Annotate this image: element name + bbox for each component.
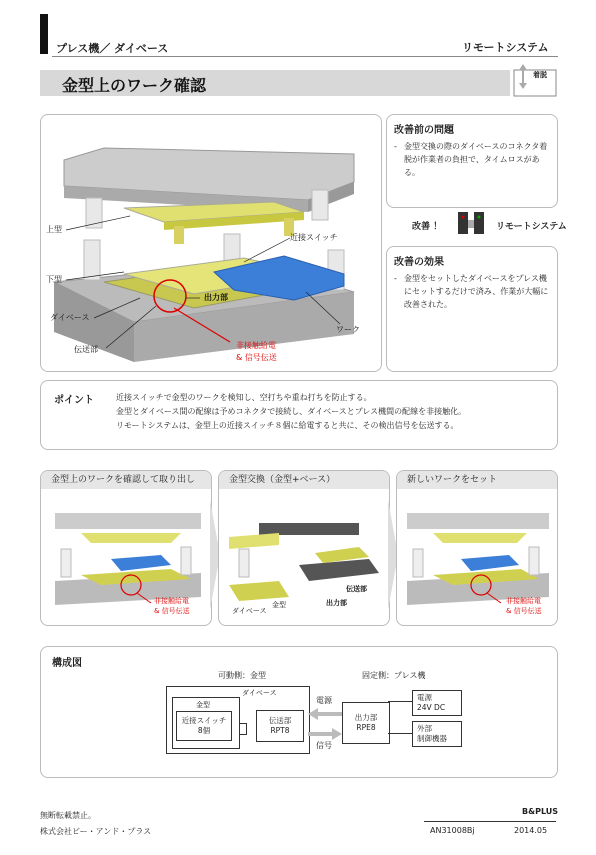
output-box bbox=[342, 702, 390, 744]
header-category: プレス機／ ダイベース bbox=[56, 42, 169, 55]
step3-red-1: 非接触給電 bbox=[506, 597, 541, 605]
step-title-3: 新しいワークをセット bbox=[397, 471, 557, 489]
before-item bbox=[394, 140, 552, 179]
out-line-1: 出力部 bbox=[354, 713, 378, 722]
footer-company: 株式会社ビー・アンド・プラス bbox=[40, 827, 152, 836]
bullet: - bbox=[394, 142, 397, 151]
external-controller-box bbox=[412, 721, 462, 747]
badge-label: 着脱 bbox=[533, 71, 547, 79]
footer-date: 2014.05 bbox=[514, 826, 548, 835]
label-output: 出力部 bbox=[204, 293, 228, 302]
label-upper-die: 上型 bbox=[46, 225, 62, 234]
die-base-label: ダイベース bbox=[242, 689, 277, 697]
header-system: リモートシステム bbox=[462, 41, 549, 54]
header-rule bbox=[52, 56, 558, 57]
label-proximity-switch: 近接スイッチ bbox=[290, 233, 338, 242]
switch-line-1: 近接スイッチ bbox=[181, 716, 227, 725]
after-item bbox=[394, 272, 552, 311]
step-panel-2 bbox=[218, 470, 390, 626]
psu-box bbox=[412, 690, 462, 716]
psu-line-2: 24V DC bbox=[417, 703, 446, 712]
page-title: 金型上のワーク確認 bbox=[62, 76, 207, 95]
die-label: 金型 bbox=[196, 701, 210, 709]
point-line-1: 近接スイッチで金型のワークを検知し、空打ちや重ね打ちを防止する。 bbox=[116, 393, 372, 402]
config-fixed: 固定側：プレス機 bbox=[362, 671, 426, 680]
point-line-2: 金型とダイベース間の配線は予めコネクタで接続し、ダイベースとプレス機間の配線を非接触化。 bbox=[116, 407, 467, 416]
config-movable: 可動側：金型 bbox=[218, 671, 266, 680]
step2-transmitter: 伝送部 bbox=[346, 585, 367, 593]
label-noncontact-1: 非接触給電 bbox=[236, 341, 276, 350]
step-title-1: 金型上のワークを確認して取り出し bbox=[41, 471, 211, 489]
label-transmitter: 伝送部 bbox=[74, 345, 98, 354]
label-die-base: ダイベース bbox=[50, 313, 90, 322]
remote-system-label: リモートシステム bbox=[496, 222, 567, 232]
step-title-2: 金型交換（金型+ベース） bbox=[219, 471, 389, 489]
point-label: ポイント bbox=[54, 395, 94, 406]
brand-logo: B&PLUS bbox=[522, 807, 559, 816]
before-item-text: 金型交換の際のダイベースのコネクタ着脱が作業者の負担で、タイムロスがある。 bbox=[404, 142, 548, 177]
step1-red-2: & 信号伝送 bbox=[154, 607, 190, 615]
label-lower-die: 下型 bbox=[46, 275, 62, 284]
step-illustration-2 bbox=[219, 489, 389, 625]
improve-label: 改善 ！ bbox=[412, 222, 443, 232]
point-line-3: リモートシステムは、金型上の近接スイッチ８個に給電すると共に、その検出信号を伝送する。 bbox=[116, 421, 459, 430]
out-line-2: RPE8 bbox=[356, 723, 376, 732]
footer-rule bbox=[424, 821, 556, 822]
step2-die-base: ダイベース bbox=[232, 607, 267, 615]
transmitter-box bbox=[256, 710, 304, 742]
step2-die: 金型 bbox=[272, 601, 286, 609]
attach-detach-icon bbox=[513, 61, 557, 99]
footer-doc: AN31008Bj bbox=[430, 826, 475, 835]
step3-red-2: & 信号伝送 bbox=[506, 607, 542, 615]
signal-label: 信号 bbox=[316, 741, 332, 750]
ext-line-1: 外部 bbox=[417, 724, 432, 733]
before-heading: 改善前の問題 bbox=[394, 125, 454, 136]
remote-unit-icon bbox=[454, 208, 488, 238]
label-work: ワーク bbox=[336, 325, 360, 334]
footer-notice: 無断転載禁止。 bbox=[40, 811, 96, 820]
wire-ext bbox=[388, 733, 412, 734]
connector-icon bbox=[239, 723, 247, 735]
psu-line-1: 電源 bbox=[417, 693, 432, 702]
power-label: 電源 bbox=[316, 696, 332, 705]
config-heading: 構成図 bbox=[52, 658, 82, 669]
press-die-illustration bbox=[44, 122, 378, 366]
ext-line-2: 制御機器 bbox=[417, 734, 447, 743]
proximity-switch-box bbox=[176, 711, 232, 741]
step2-output: 出力部 bbox=[326, 599, 347, 607]
trans-line-1: 伝送部 bbox=[268, 716, 292, 725]
label-noncontact-2: & 信号伝送 bbox=[236, 353, 277, 362]
switch-line-2: 8個 bbox=[197, 726, 211, 735]
after-heading: 改善の効果 bbox=[394, 257, 444, 268]
wire-psu bbox=[388, 701, 412, 702]
after-item-text: 金型をセットしたダイベースをプレス機にセットするだけで済み、作業が大幅に改善された。 bbox=[404, 274, 549, 309]
trans-line-2: RPT8 bbox=[270, 726, 290, 735]
step1-red-1: 非接触給電 bbox=[154, 597, 189, 605]
header-bar bbox=[40, 14, 48, 54]
bullet: - bbox=[394, 274, 397, 283]
